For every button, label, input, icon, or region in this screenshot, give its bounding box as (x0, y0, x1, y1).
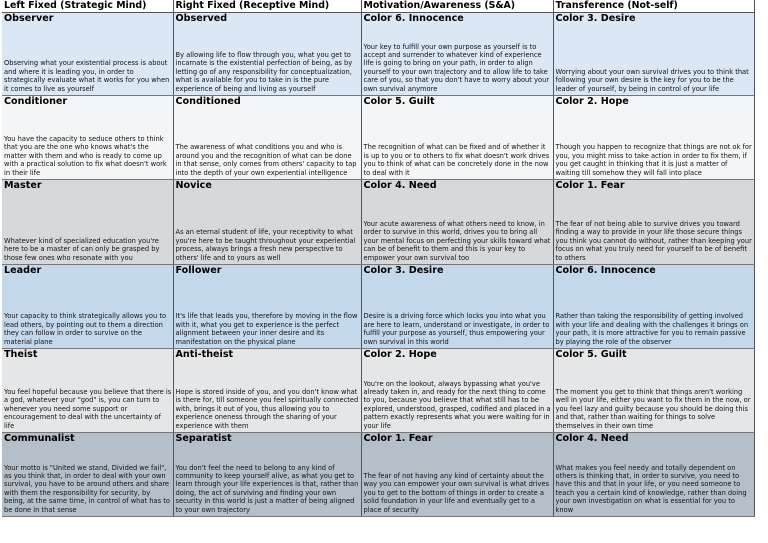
cell-title: Conditioner (4, 96, 68, 107)
table-cell (2, 349, 173, 433)
table-cell (173, 349, 361, 433)
cell-description: What makes you feel needy and totally dependent on others is thinking that, in order to survive, you need to have this and that in your life, or you need someone to teach you a certain kind of knowledge, rather than doing your own investigation on what is essential for you to know (555, 463, 747, 514)
cell-description: The fear of not being able to survive drives you toward finding a way to provide in your life those secure things you think you cannot do without, rather than keeping your focus on what you truly need for yourself to be of benefit to others (555, 219, 752, 262)
cell-description: You have the capacity to seduce others to think that you are the one who knows what's the matter with them and who is ready to come up with a practical solution to fix what doesn't work in their life (4, 134, 167, 177)
cell-title: Leader (4, 265, 42, 276)
cell-title: Color 3. Desire (555, 13, 636, 24)
cell-title: Follower (175, 265, 222, 276)
design-table (2, 0, 755, 517)
cell-title: Color 4. Need (555, 433, 629, 444)
table-row (2, 265, 754, 349)
column-header-right-fixed: Right Fixed (Receptive Mind) (173, 0, 361, 13)
table-cell (173, 265, 361, 349)
table-cell (2, 265, 173, 349)
cell-title: Theist (4, 349, 38, 360)
table-row (2, 96, 754, 180)
table-cell (361, 180, 553, 265)
cell-title: Color 6. Innocence (363, 13, 464, 24)
table-row (2, 433, 754, 517)
cell-title: Color 1. Fear (555, 180, 625, 191)
cell-description: Desire is a driving force which locks you into what you are here to learn, understand or investigate, in order to fulfill your purpose as yourself, thus empowering your own survival in this world (363, 312, 550, 346)
table-cell (173, 433, 361, 517)
table-row (2, 180, 754, 265)
cell-description: Hope is stored inside of you, and you don't know what is there for, till someone you feel spiritually connected with, brings it out of you, thus allowing you to experience oneness through the sharing of your experience with them (175, 387, 359, 430)
column-header-motivation: Motivation/Awareness (S&A) (361, 0, 553, 13)
cell-description: You feel hopeful because you believe that there is a god, whatever your "god" is, you can turn to whenever you need some support or encouragement to deal with the uncertainty of life (4, 387, 172, 430)
cell-description: The awareness of what conditions you and who is around you and the recognition of what can be done in that sense, only comes from others' capacity to tap into the depth of your own experiential intelligence (175, 143, 357, 177)
cell-title: Observed (175, 13, 228, 24)
cell-description: By allowing life to flow through you, what you get to incarnate is the existential perfection of being, as by letting go of any responsibility for conceptualization, what is available for you to take in is the pure experience of being and living as yourself (175, 50, 353, 93)
cell-title: Separatist (175, 433, 232, 444)
table-cell (361, 13, 553, 96)
cell-description: The moment you get to think that things aren't working well in your life, either you want to fix them in the now, or you feel lazy and guilty because you should be doing this and that, rather than waiting for things to solve themselves in their own time (555, 387, 751, 430)
cell-description: The recognition of what can be fixed and of whether it is up to you or to others to fix what doesn't work drives you to think of what can be concretely done in the now to deal with it (363, 143, 550, 177)
cell-title: Color 6. Innocence (555, 265, 656, 276)
cell-description: It's life that leads you, therefore by moving in the flow with it, what you get to experience is the perfect alignment between your inner desire and its manifestation on the physical plane (175, 312, 358, 346)
table-cell (553, 433, 754, 517)
table-cell (553, 13, 754, 96)
cell-description: You don't feel the need to belong to any kind of community to keep yourself alive, as what you get to learn through your life experiences is that, rather than doing, the act of surviving and finding your own security in this world is just a matter of being aligned to your own trajectory (175, 463, 359, 514)
cell-title: Novice (175, 180, 212, 191)
table-cell (553, 180, 754, 265)
cell-title: Color 2. Hope (555, 96, 629, 107)
cell-description: Your acute awareness of what others need to know, in order to survive in this world, drives you to bring all your mental focus on perfecting your skills toward what can be of benefit to them and this is your key to empower your own survival too (363, 219, 551, 262)
column-header-transference: Transference (Not-self) (553, 0, 754, 13)
table-cell (361, 349, 553, 433)
cell-description: Your capacity to think strategically allows you to lead others, by pointing out to them a direction they can follow in order to survive on the material plane (4, 312, 167, 346)
column-header-left-fixed: Left Fixed (Strategic Mind) (2, 0, 173, 13)
cell-title: Observer (4, 13, 54, 24)
cell-title: Anti-theist (175, 349, 234, 360)
table-cell (361, 265, 553, 349)
cell-title: Conditioned (175, 96, 241, 107)
cell-title: Color 1. Fear (363, 433, 433, 444)
cell-description: The fear of not having any kind of certainty about the way you can empower your own survival is what drives you to get to the bottom of things in order to create a solid foundation in your life and eventually get to a place of security (363, 471, 549, 514)
table-cell (173, 180, 361, 265)
cell-title: Master (4, 180, 42, 191)
cell-description: Your motto is "United we stand, Divided we fail", as you think that, in order to deal with your own survival, you have to be around others and share with them the responsibility for security, by being, at the same time, in control of what has to be done in that sense (4, 463, 170, 514)
cell-description: Though you happen to recognize that things are not ok for you, you might miss to take action in order to fix them, if you get caught in thinking that it is just a matter of waiting till somehow they will fall into place (555, 143, 752, 177)
cell-description: Worrying about your own survival drives you to think that following your own desire is the key for you to be the leader of yourself, by being in control of your life (555, 67, 749, 93)
cell-description: As an eternal student of life, your receptivity to what you're here to be taught throughout your experiential process, always brings a fresh new perspective to others' life and to yours as well (175, 228, 356, 262)
table-cell (361, 96, 553, 180)
cell-description: Observing what your existential process is about and where it is leading you, in order to strategically evaluate what it works for you when it comes to live as yourself (4, 59, 170, 93)
cell-description: Your key to fulfill your own purpose as yourself is to accept and surrender to whatever kind of experience life is going to bring on your path, in order to align yourself to your own trajectory and to allow life to take care of you, so that you don't have to worry about your own survival anymore (363, 42, 550, 93)
table-cell (553, 349, 754, 433)
cell-description: Whatever kind of specialized education you're here to be a master of can only be grasped by those few ones who resonate with you (4, 236, 160, 262)
table-row (2, 349, 754, 433)
table-cell (173, 96, 361, 180)
cell-title: Color 5. Guilt (363, 96, 435, 107)
table-cell (2, 180, 173, 265)
cell-title: Communalist (4, 433, 75, 444)
table-cell (2, 433, 173, 517)
cell-title: Color 5. Guilt (555, 349, 627, 360)
table-cell (553, 96, 754, 180)
table-cell (553, 265, 754, 349)
cell-title: Color 2. Hope (363, 349, 437, 360)
table-cell (2, 96, 173, 180)
table-cell (2, 13, 173, 96)
cell-description: You're on the lookout, always bypassing what you've already taken in, and ready for the next thing to come to you, because you believe that what still has to be explored, understood, grasped, codified and placed in a pattern exactly represents what you were waiting for in your life (363, 379, 551, 430)
cell-description: Rather than taking the responsibility of getting involved with your life and dealing with the challenges it brings on your path, it is more attractive for you to remain passive by playing the role of the observer (555, 312, 749, 346)
header-row (2, 0, 754, 13)
table-cell (361, 433, 553, 517)
cell-title: Color 4. Need (363, 180, 437, 191)
cell-title: Color 3. Desire (363, 265, 444, 276)
table-row (2, 13, 754, 96)
table-cell (173, 13, 361, 96)
